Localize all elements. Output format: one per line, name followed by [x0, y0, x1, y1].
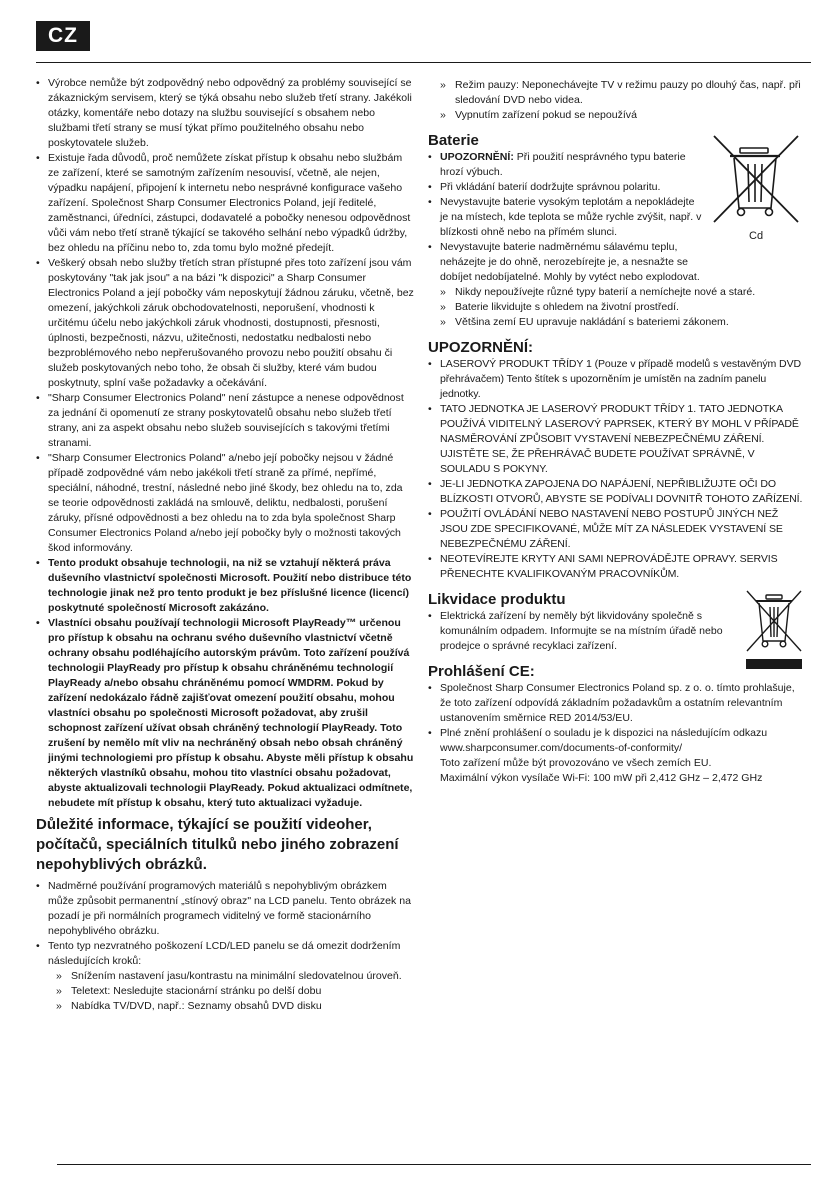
sub-list-item: » Nikdy nepoužívejte různé typy baterií a nemíchejte nové a staré.: [420, 285, 804, 300]
disclaimer-list: [36, 76, 414, 811]
list-item: • NEOTEVÍREJTE KRYTY ANI SAMI NEPROVÁDĚJTE OPRAVY. SERVIS PŘENECHTE KVALIFIKOVANÝM PRACOVNÍKŮM.: [428, 552, 804, 582]
sub-list-item: » Snížením nastavení jasu/kontrastu na minimální sledovatelnou úroveň.: [36, 969, 414, 984]
list-item: [428, 726, 804, 786]
battery-section: [428, 132, 804, 330]
sub-list-item: » Režim pauzy: Neponechávejte TV v režimu pauzy po dlouhý čas, např. při sledování DVD nebo videa.: [420, 78, 804, 108]
list-item: • Výrobce nemůže být zodpovědný nebo odpovědný za problémy související se zákaznickým servisem, který se týká obsahu nebo služeb třetí strany. Jakékoli otázky, komentáře nebo dotazy na službu související s obsahem nebo službami třetí strany se musí týkat přímo použitelného obsahu nebo poskytovatele služeb.: [36, 76, 414, 151]
battery-heading: Baterie: [428, 132, 479, 149]
list-item: • Tento produkt obsahuje technologii, na niž se vztahují některá práva duševního vlastnictví společnosti Microsoft. Použití nebo distribuce této technologie jinak než pro tento produkt je bez příslušné licence (licencí) poskytnuté společností Microsoft zakázáno.: [36, 556, 414, 616]
video-sublist-cont: [420, 78, 804, 123]
top-divider: [36, 62, 811, 63]
sub-list-item: » Nabídka TV/DVD, např.: Seznamy obsahů DVD disku: [36, 999, 414, 1014]
list-item: [428, 150, 704, 180]
language-badge: CZ: [36, 21, 90, 51]
sub-list-item: » Vypnutím zařízení pokud se nepoužívá: [420, 108, 804, 123]
list-item: • Vlastníci obsahu používají technologii Microsoft PlayReady™ určenou pro přístup k obsahu na ochranu svého duševního vlastnictví včetně ochrany obsahu podléhajícího autorským právům. Toto zařízení používá technologii PlayReady pro přístup k obsahu chráněnému technologií PlayReady a/nebo obsahu chráněnému pomocí WMDRM. Pokud by zařízení nedokázalo řádně zajišťovat omezení použití obsahu, mohou vlastníci obsahu po společnosti Microsoft požadovat, aby zrušil schopnost zařízení užívat obsah chráněný technologií PlayReady. Toto zrušení by nemělo mít vliv na nechráněný obsah nebo obsah chráněný jinými technologiemi pro přístup k obsahu. Abyste měli přístup k obsahu některých vlastníků obsahu, mohou tito vlastníci obsahu požadovat, abyste aktualizovali technologii PlayReady. Pokud aktualizaci odmítnete, nebudete mít přístup k obsahu, který tuto aktualizaci vyžaduje.: [36, 616, 414, 811]
sub-list-item: » Baterie likvidujte s ohledem na životní prostředí.: [420, 300, 804, 315]
sub-list-item: » Teletext: Nesledujte stacionární stránku po delší dobu: [36, 984, 414, 999]
disposal-section: [428, 591, 804, 654]
list-item: • Veškerý obsah nebo služby třetích stran přístupné přes toto zařízení jsou vám poskytovány "tak jak jsou" a na bázi "k dispozici" a Sharp Consumer Electronics Poland a její pobočky vám neposkytují žádnou záruku, včetně, bez omezení, jakýchkoli záruk obchodovatelnosti, neporušení, vhodnosti k určitému účelu nebo jakýchkoli záruk vhodnosti, dostupnosti, přesnosti, úplnosti, bezpečnosti, názvu, užitečnosti, nedostatku nedbalosti nebo bezproblémového nebo nepřerušovaného provozu nebo použití obsahu či služeb poskytovaných nebo toho, že obsah či služby, které vám budou poskytnuty, splní vaše požadavky a očekávání.: [36, 256, 414, 391]
warning-label: UPOZORNĚNÍ:: [440, 151, 514, 163]
crossed-bin-battery-icon: [710, 134, 804, 244]
list-item: • LASEROVÝ PRODUKT TŘÍDY 1 (Pouze v případě modelů s vestavěným DVD přehrávačem) Tento štítek s upozorněním je umístěn na zadním panelu jednotky.: [428, 357, 804, 402]
list-item: • Při vkládání baterií dodržujte správnou polaritu.: [428, 180, 704, 195]
list-item: • Nadměrné používání programových materiálů s nepohyblivým obrázkem může způsobit permanentní „stínový obraz" na LCD panelu. Tento obrázek na pozadí je při normálních programech viditelný ve formě stacionárního nepohyblivého obrázku.: [36, 879, 414, 939]
list-item: • JE-LI JEDNOTKA ZAPOJENA DO NAPÁJENÍ, NEPŘIBLIŽUJTE OČI DO BLÍZKOSTI OTVORŮ, ABYSTE SE PODÍVALI DOVNITŘ TOHOTO ZAŘÍZENÍ.: [428, 477, 804, 507]
ce-text-line: • Plné znění prohlášení o souladu je k dispozici na následujícím odkazu: [440, 727, 768, 739]
ce-text-line: Toto zařízení může být provozováno ve všech zemích EU.: [440, 757, 712, 769]
list-item: • "Sharp Consumer Electronics Poland" není zástupce a nenese odpovědnost za jednání či opomenutí ze strany poskytovatelů obsahu nebo služeb třetí strany, ani za aspekt obsahu nebo služeb souvisejících s takovými třetími stranami.: [36, 391, 414, 451]
list-item: • Existuje řada důvodů, proč nemůžete získat přístup k obsahu nebo službám ze zařízení, které se samotným zařízením nesouvisí, včetně, ale nejen, výpadku napájení, připojení k internetu nebo nesprávné konfigurace vašeho zařízení. Společnost Sharp Consumer Electronics Poland, její ředitelé, zaměstnanci, úředníci, zástupci, dodavatelé a pobočky nenesou odpovědnost vůči vám nebo třetí straně týkající se takového selhání nebo výpadků údržby, bez ohledu na příčinu nebo to, zda tomu bylo možné předejít.: [36, 151, 414, 256]
disposal-heading: Likvidace produktu: [428, 591, 566, 608]
list-item: • Společnost Sharp Consumer Electronics Poland sp. z o. o. tímto prohlašuje, že toto zařízení odpovídá základním požadavkům a ostatním relevantním ustanovením směrnice RED 2014/53/EU.: [428, 681, 804, 726]
sub-list-item: » Většina zemí EU upravuje nakládání s bateriemi zákonem.: [420, 315, 804, 330]
list-item: • "Sharp Consumer Electronics Poland" a/nebo její pobočky nejsou v žádné případě zodpovědné vám nebo jakékoli třetí straně za přímé, nepřímé, speciální, náhodné, trestní, následné nebo jiné škody, bez ohledu na to, zda se teorie odpovědnosti zakládá na smlouvě, deliktu, nedbalosti, porušení záruky, přísné odpovědnosti a bez ohledu na to zda byla společnost Sharp Consumer Electronics Poland a/nebo její pobočky byly o možnosti takových škod informovány.: [36, 451, 414, 556]
warning-list: [428, 357, 804, 582]
list-item: • Nevystavujte baterie nadměrnému sálavému teplu, neházejte je do ohně, nerozebírejte je, a nesnažte se dobíjet nedobíjatelné. Mohly by vytéct nebo explodovat.: [428, 240, 704, 285]
list-item-text: Tento typ nezvratného poškození LCD/LED panelu se dá omezit dodržením následujících kroků:: [48, 940, 401, 967]
list-item: • Elektrická zařízení by neměly být likvidovány společně s komunálním odpadem. Informujte se na místním úřadě nebo prodejce o správné recyklaci zařízení.: [428, 609, 724, 654]
ce-heading: Prohlášení CE:: [428, 663, 535, 680]
video-list: [36, 879, 414, 969]
ce-list: [428, 681, 804, 786]
right-column: [428, 78, 804, 786]
battery-sublist: [420, 285, 804, 330]
list-item: • POUŽITÍ OVLÁDÁNÍ NEBO NASTAVENÍ NEBO POSTUPŮ JINÝCH NEŽ JSOU ZDE SPECIFIKOVANÉ, MŮŽE MÍT ZA NÁSLEDEK VYSTAVENÍ SE NEBEZPEČNÉMU ZÁŘENÍ.: [428, 507, 804, 552]
warning-heading: UPOZORNĚNÍ:: [428, 339, 533, 356]
video-sublist: [36, 969, 414, 1014]
ce-text-line: Maximální výkon vysílače Wi-Fi: 100 mW při 2,412 GHz – 2,472 GHz: [440, 772, 763, 784]
left-column: [36, 76, 414, 1014]
warning-text: Při použití nesprávného typu baterie hrozí výbuch.: [440, 151, 686, 178]
ce-link[interactable]: www.sharpconsumer.com/documents-of-conformity/: [440, 742, 683, 754]
bottom-divider: [57, 1164, 811, 1165]
battery-icon-label: Cd: [749, 230, 764, 242]
list-item: • Nevystavujte baterie vysokým teplotám a nepokládejte je na místech, kde teplota se může rychle zvýšit, např. v blízkosti ohně nebo na přímém slunci.: [428, 195, 704, 240]
weee-bin-icon: [744, 589, 804, 673]
list-item: • TATO JEDNOTKA JE LASEROVÝ PRODUKT TŘÍDY 1. TATO JEDNOTKA POUŽÍVÁ VIDITELNÝ LASEROVÝ PAPRSEK, KTERÝ BY MOHL V PŘÍPADĚ NASMĚROVÁNÍ ZPŮSOBIT VYSTAVENÍ NEBEZPEČNÉMU ZÁŘENÍ. UJISTĚTE SE, ŽE PŘEHRÁVAČ BUDETE POUŽÍVAT SPRÁVNĚ, V SOULADU S POKYNY.: [428, 402, 804, 477]
list-item: [36, 939, 414, 969]
video-heading: Důležité informace, týkající se použití videoher, počítačů, speciálních titulků nebo jiného zobrazení nepohyblivých obrázků.: [36, 816, 399, 873]
